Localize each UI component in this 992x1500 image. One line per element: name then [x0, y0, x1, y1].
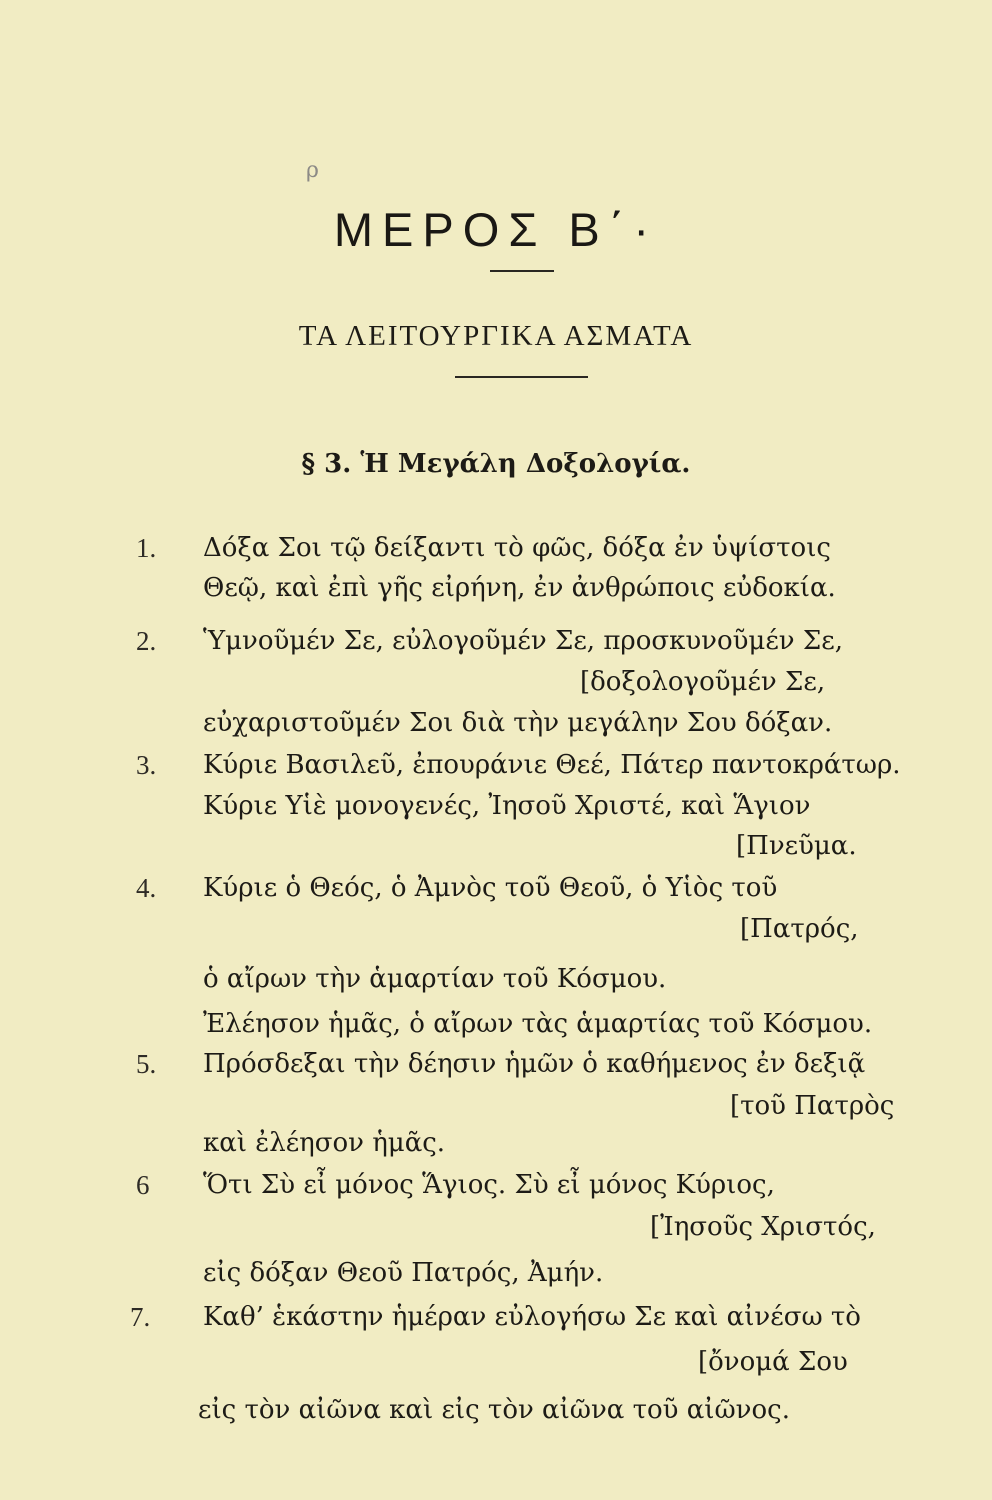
verse-line-continuation: [τοῦ Πατρὸς: [730, 1091, 895, 1121]
verse-line: Θεῷ, καὶ ἐπὶ γῆς εἰρήνη, ἐν ἀνθρώποις εὐδοκία.: [203, 573, 836, 603]
verse-line: Κύριε Βασιλεῦ, ἐπουράνιε Θεέ, Πάτερ παντοκράτωρ.: [203, 750, 901, 780]
verse-line: Ἐλέησον ἡμᾶς, ὁ αἴρων τὰς ἁμαρτίας τοῦ Κόσμου.: [203, 1009, 873, 1039]
section-divider: [455, 376, 588, 378]
verse-line-continuation: [Ἰησοῦς Χριστός,: [650, 1212, 876, 1242]
verse-line: καὶ ἐλέησον ἡμᾶς.: [203, 1128, 446, 1158]
verse-number: 3.: [136, 750, 157, 780]
verse-line-continuation: [Πατρός,: [740, 914, 859, 944]
verse-line: Καθ’ ἑκάστην ἡμέραν εὐλογήσω Σε καὶ αἰνέσω τὸ: [203, 1302, 861, 1332]
verse-line: Κύριε ὁ Θεός, ὁ Ἀμνὸς τοῦ Θεοῦ, ὁ Υἱὸς τοῦ: [203, 873, 778, 903]
verse-number: 4.: [136, 873, 157, 903]
verse-number: 7.: [130, 1302, 151, 1332]
section-title: ΤΑ ΛΕΙΤΟΥΡΓΙΚΑ ΑΣΜΑΤΑ: [298, 320, 694, 352]
verse-line: εὐχαριστοῦμέν Σοι διὰ τὴν μεγάλην Σου δόξαν.: [203, 708, 833, 738]
pencil-mark: ρ: [306, 158, 319, 183]
verse-line-continuation: [δοξολογοῦμέν Σε,: [580, 667, 826, 697]
verse-number: 5.: [136, 1049, 157, 1079]
verse-line: εἰς δόξαν Θεοῦ Πατρός, Ἀμήν.: [203, 1258, 604, 1288]
verse-line-continuation: [ὄνομά Σου: [698, 1347, 848, 1377]
section-subheading: § 3. Ἡ Μεγάλη Δοξολογία.: [301, 449, 691, 479]
verse-line: Κύριε Υἱὲ μονογενές, Ἰησοῦ Χριστέ, καὶ Ἅγιον: [203, 791, 811, 821]
verse-line: Πρόσδεξαι τὴν δέησιν ἡμῶν ὁ καθήμενος ἐν δεξιᾷ: [203, 1049, 866, 1079]
verse-number: 6: [136, 1170, 150, 1200]
verse-line: ὁ αἴρων τὴν ἁμαρτίαν τοῦ Κόσμου.: [203, 964, 667, 994]
verse-line: εἰς τὸν αἰῶνα καὶ εἰς τὸν αἰῶνα τοῦ αἰῶνος.: [198, 1395, 790, 1425]
verse-line-continuation: [Πνεῦμα.: [736, 831, 857, 861]
part-title: ΜΕΡΟΣ Β΄·: [333, 203, 659, 256]
title-divider: [490, 270, 554, 272]
verse-line: Δόξα Σοι τῷ δείξαντι τὸ φῶς, δόξα ἐν ὑψίστοις: [203, 533, 831, 563]
verse-line: Ὅτι Σὺ εἶ μόνος Ἅγιος. Σὺ εἶ μόνος Κύριος,: [203, 1170, 775, 1200]
verse-line: Ὑμνοῦμέν Σε, εὐλογοῦμέν Σε, προσκυνοῦμέν Σε,: [203, 626, 843, 656]
verse-number: 2.: [136, 626, 157, 656]
verse-number: 1.: [136, 533, 157, 563]
